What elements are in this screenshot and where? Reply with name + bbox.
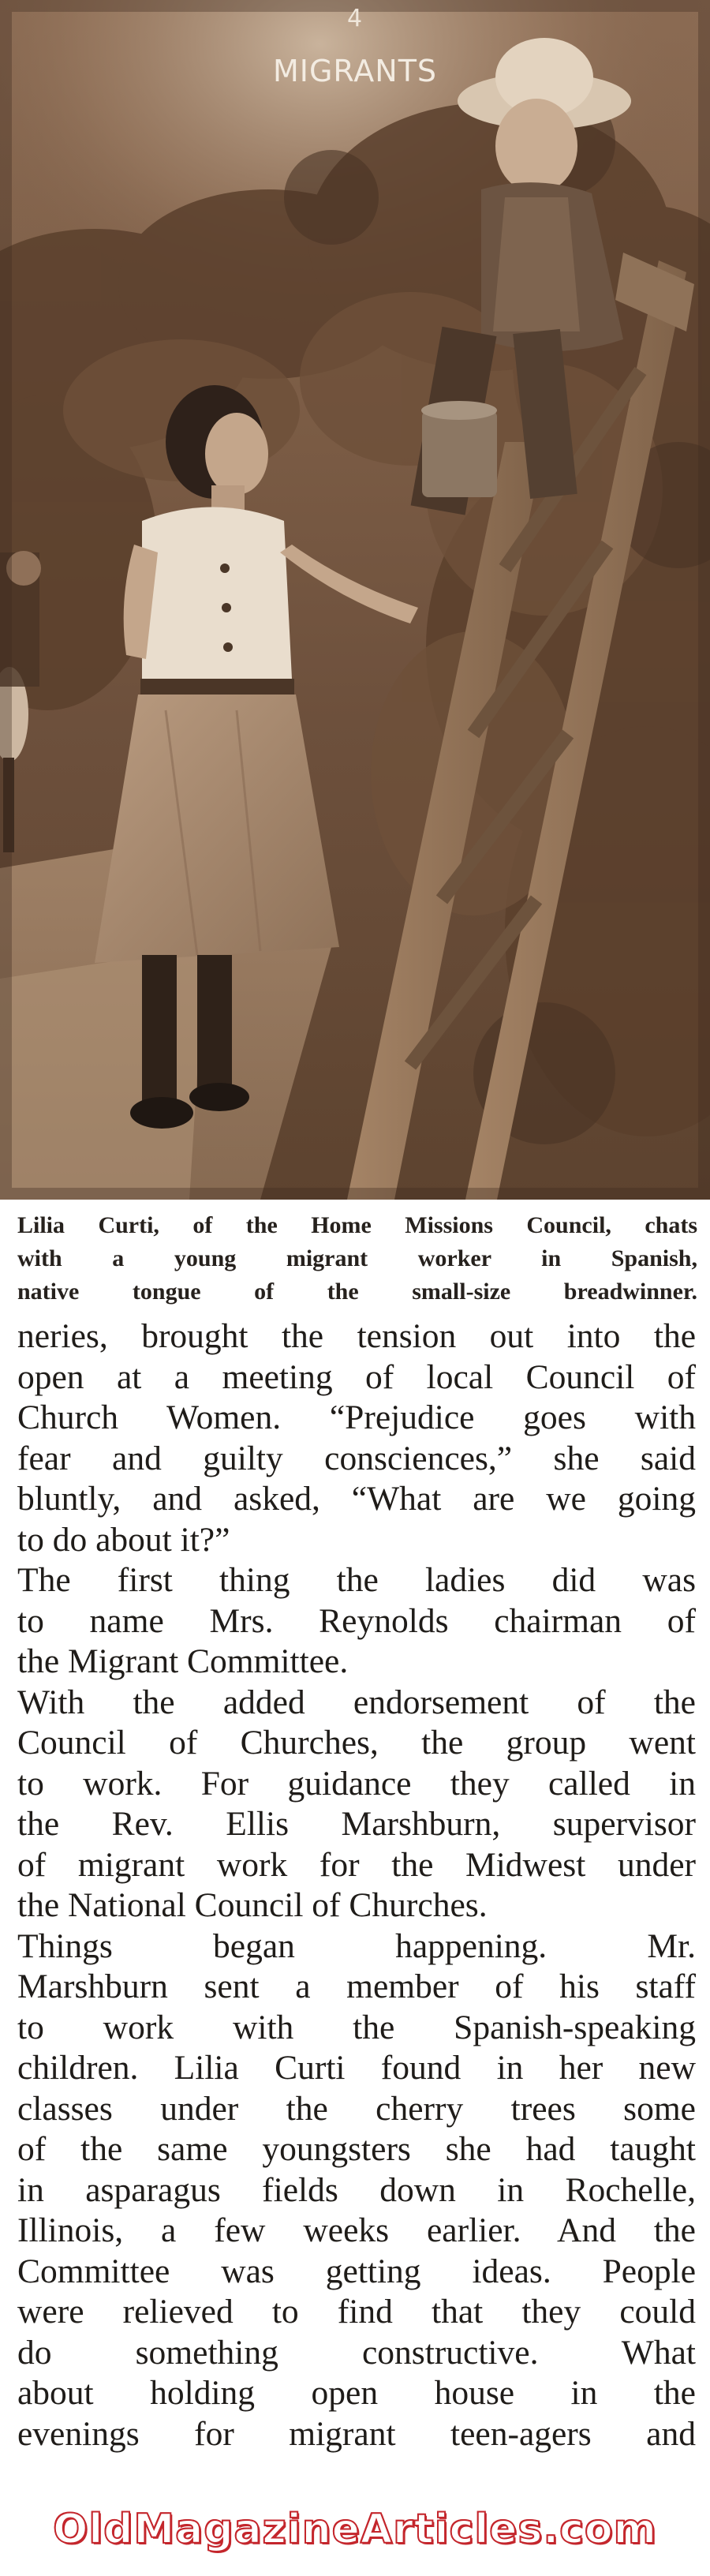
photo-caption [17,1209,697,1309]
article-line: do something constructive. What [17,2333,696,2372]
page-number: 4 [346,5,364,32]
article-line: to work. For guidance they called in [17,1764,696,1803]
article-line: With the added endorsement of the [17,1683,696,1721]
caption-line: Lilia Curti, of the Home Missions Council, chats [17,1212,697,1238]
article-line: in asparagus fields down in Rochelle, [17,2170,696,2209]
article-line: the National Council of Churches. [17,1886,488,1924]
article-line: Marshburn sent a member of his staff [17,1968,696,2005]
article-line: Things began happening. Mr. [17,1926,696,1965]
article-body [17,1316,696,2454]
article-line: about holding open house in the [17,2374,696,2412]
article-line: evenings for migrant teen-agers and [17,2414,696,2453]
article-line: Committee was getting ideas. People [17,2252,696,2290]
article-line: Council of Churches, the group went [17,1724,696,1762]
article-line: the Rev. Ellis Marshburn, supervisor [17,1805,696,1843]
article-line: fear and guilty consciences,” she said [17,1439,696,1477]
photo-of-woman-and-child-on-ladder-icon [0,0,710,1200]
article-photo [0,0,710,1200]
article-line: Church Women. “Prejudice goes with [17,1398,696,1436]
site-watermark: OldMagazineArticles.com [53,2506,657,2553]
caption-line: with a young migrant worker in Spanish, [17,1245,697,1271]
article-line: neries, brought the tension out into the [17,1317,696,1355]
article-line: bluntly, and asked, “What are we going [17,1480,696,1518]
article-line: classes under the cherry trees some [17,2089,696,2128]
article-line: Illinois, a few weeks earlier. And the [17,2211,696,2249]
article-line: of the same youngsters she had taught [17,2130,696,2168]
article-line: children. Lilia Curti found in her new [17,2049,696,2087]
article-line: were relieved to find that they could [17,2293,696,2331]
article-line: to name Mrs. Reynolds chairman of [17,1601,696,1640]
article-line: The first thing the ladies did was [17,1561,696,1599]
section-label: MIGRANTS [272,54,438,88]
article-line: to do about it?” [17,1520,230,1559]
article-line: to work with the Spanish-speaking [17,2008,696,2046]
article-line: the Migrant Committee. [17,1642,349,1680]
article-line: open at a meeting of local Council of [17,1357,696,1396]
caption-line: native tongue of the small-size breadwinner. [17,1279,697,1305]
article-line: of migrant work for the Midwest under [17,1845,696,1884]
